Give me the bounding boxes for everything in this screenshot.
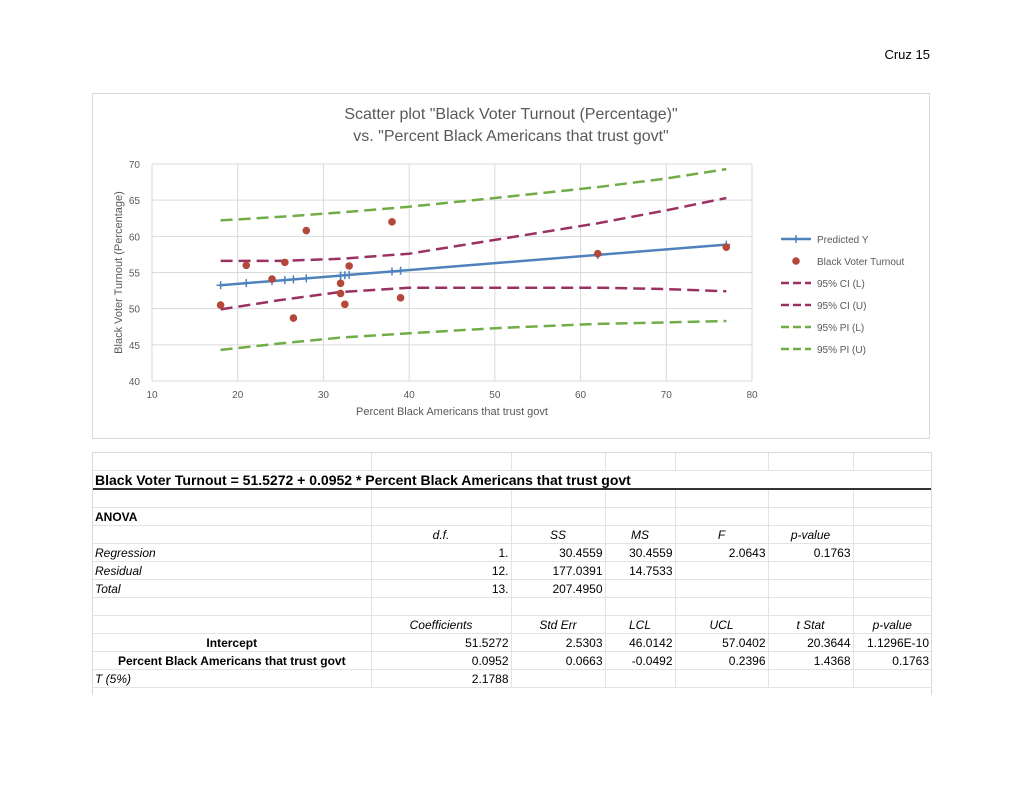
x-tick-label: 60 — [575, 390, 587, 401]
coef-cell: 20.3644 — [768, 634, 853, 652]
legend-label: 95% PI (U) — [817, 345, 866, 356]
anova-cell — [768, 562, 853, 580]
scatter-point — [281, 259, 289, 267]
coef-cell: 0.0663 — [511, 652, 605, 670]
predicted-marker — [388, 267, 396, 275]
x-tick-label: 30 — [317, 390, 329, 401]
table-row — [93, 562, 931, 580]
coef-header-pvalue: p-value — [853, 616, 931, 634]
legend-label: 95% CI (L) — [817, 279, 865, 290]
scatter-point — [217, 301, 225, 309]
scatter-point — [722, 243, 730, 251]
anova-cell — [675, 580, 768, 598]
anova-header-df: d.f. — [371, 526, 511, 544]
x-tick-label: 70 — [660, 390, 672, 401]
anova-row-label: Regression — [93, 544, 371, 562]
scatter-point — [337, 280, 345, 288]
scatter-point — [242, 261, 250, 269]
scatter-point — [268, 275, 276, 283]
coef-header-lcl: LCL — [605, 616, 675, 634]
anova-title: ANOVA — [93, 508, 371, 526]
scatter-point — [345, 262, 353, 270]
scatter-point — [594, 250, 602, 258]
anova-header-ms: MS — [605, 526, 675, 544]
legend-label: 95% PI (L) — [817, 323, 865, 334]
t-critical-value: 2.1788 — [371, 670, 511, 688]
series-line-95-pi-l- — [221, 321, 727, 350]
anova-header-pvalue: p-value — [768, 526, 853, 544]
anova-cell — [675, 562, 768, 580]
coef-cell: 1.1296E-10 — [853, 634, 931, 652]
anova-header-ss: SS — [511, 526, 605, 544]
y-tick-label: 45 — [128, 340, 140, 352]
coef-cell: 0.1763 — [853, 652, 931, 670]
coef-cell: 2.5303 — [511, 634, 605, 652]
anova-cell: 0.1763 — [768, 544, 853, 562]
y-tick-label: 70 — [128, 160, 140, 171]
anova-cell: 12. — [371, 562, 511, 580]
scatter-point — [341, 301, 349, 309]
chart-title-line: vs. "Percent Black Americans that trust govt" — [353, 128, 669, 145]
legend-swatch — [792, 257, 800, 265]
coef-cell: 46.0142 — [605, 634, 675, 652]
coef-cell: 0.2396 — [675, 652, 768, 670]
y-tick-label: 50 — [128, 304, 140, 316]
anova-cell: 177.0391 — [511, 562, 605, 580]
coef-cell: 57.0402 — [675, 634, 768, 652]
table-row — [93, 580, 931, 598]
predicted-marker — [281, 276, 289, 284]
anova-cell: 2.0643 — [675, 544, 768, 562]
anova-cell — [768, 580, 853, 598]
regression-equation: Black Voter Turnout = 51.5272 + 0.0952 * Percent Black Americans that trust govt — [93, 471, 931, 490]
y-tick-label: 40 — [128, 377, 140, 388]
regression-table — [92, 452, 932, 695]
coef-header-stderr: Std Err — [511, 616, 605, 634]
predicted-marker — [302, 274, 310, 282]
coef-header-tstat: t Stat — [768, 616, 853, 634]
y-tick-label: 60 — [128, 232, 140, 244]
coef-header-ucl: UCL — [675, 616, 768, 634]
coef-cell: -0.0492 — [605, 652, 675, 670]
predicted-marker — [242, 279, 250, 287]
anova-header-f: F — [675, 526, 768, 544]
scatter-point — [302, 227, 310, 235]
scatter-point — [290, 314, 298, 322]
anova-cell: 13. — [371, 580, 511, 598]
predicted-marker — [397, 267, 405, 275]
coef-cell: 0.0952 — [371, 652, 511, 670]
legend-label: Predicted Y — [817, 235, 869, 246]
scatter-chart — [92, 93, 930, 439]
chart-svg — [93, 94, 929, 438]
legend-marker — [792, 235, 800, 243]
scatter-point — [388, 218, 396, 226]
x-axis-label: Percent Black Americans that trust govt — [356, 406, 548, 418]
legend-label: Black Voter Turnout — [817, 257, 905, 268]
anova-cell: 30.4559 — [511, 544, 605, 562]
y-tick-label: 65 — [128, 196, 140, 208]
anova-row-label: Total — [93, 580, 371, 598]
scatter-point — [397, 294, 405, 302]
table-row — [93, 670, 931, 688]
predicted-marker — [217, 281, 225, 289]
anova-cell — [605, 580, 675, 598]
x-tick-label: 40 — [403, 390, 415, 401]
predicted-marker — [289, 275, 297, 283]
coef-cell: 51.5272 — [371, 634, 511, 652]
table-row — [93, 544, 931, 562]
page-header: Cruz 15 — [884, 47, 930, 62]
x-tick-label: 10 — [146, 390, 158, 401]
anova-cell: 30.4559 — [605, 544, 675, 562]
x-tick-label: 80 — [746, 390, 758, 401]
coef-header-coefficients: Coefficients — [371, 616, 511, 634]
legend-label: 95% CI (U) — [817, 301, 867, 312]
y-tick-label: 55 — [128, 268, 140, 280]
coef-cell: 1.4368 — [768, 652, 853, 670]
table-row — [93, 652, 931, 670]
anova-row-label: Residual — [93, 562, 371, 580]
coef-row-label: Percent Black Americans that trust govt — [93, 652, 371, 670]
x-tick-label: 20 — [232, 390, 244, 401]
stats-table — [93, 453, 931, 688]
anova-cell: 14.7533 — [605, 562, 675, 580]
t-critical-label: T (5%) — [93, 670, 371, 688]
coef-row-label: Intercept — [93, 634, 371, 652]
chart-title-line: Scatter plot "Black Voter Turnout (Percentage)" — [344, 106, 678, 123]
y-axis-label: Black Voter Turnout (Percentage) — [113, 191, 125, 354]
scatter-point — [337, 290, 345, 298]
series-line-95-ci-l- — [221, 288, 727, 310]
anova-cell: 1. — [371, 544, 511, 562]
table-row — [93, 634, 931, 652]
x-tick-label: 50 — [489, 390, 501, 401]
anova-cell: 207.4950 — [511, 580, 605, 598]
